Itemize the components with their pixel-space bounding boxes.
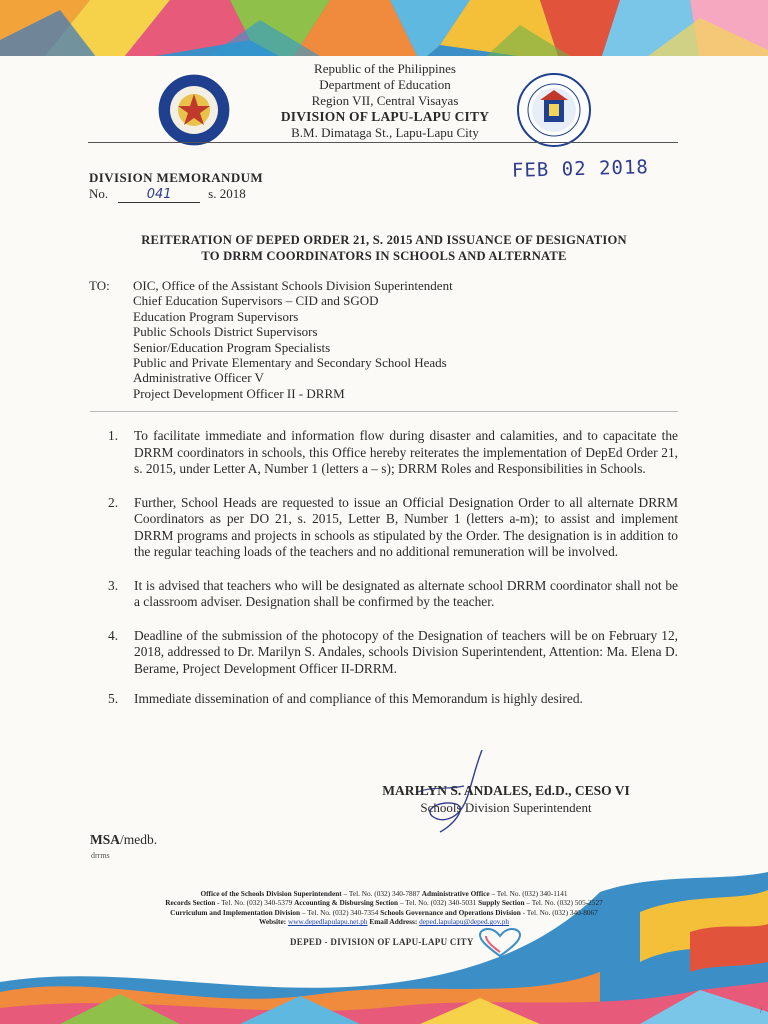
footer-line-3 [60, 908, 708, 917]
recipient-item: Chief Education Supervisors – CID and SGOD [133, 293, 379, 309]
footer-brand: DEPED - DIVISION OF LAPU-LAPU CITY [290, 937, 474, 947]
memo-item [108, 628, 678, 678]
footer-label: Office of the Schools Division Superintendent [200, 889, 342, 898]
memo-item [108, 495, 678, 561]
recipient-item: OIC, Office of the Assistant Schools Division Superintendent [133, 278, 453, 293]
item-text: Deadline of the submission of the photocopy of the Designation of teachers will be on February 12, 2018, addressed to Dr. Marilyn S. Andales, schools Division Superintendent, Attention: Ma. Elena D. Berame, Project Development Officer II-DRRM. [134, 627, 678, 676]
initials-rest: /medb. [120, 832, 158, 847]
item-number: 4. [108, 627, 119, 643]
footer-label: Administrative Office [421, 889, 490, 898]
email-link[interactable]: deped.lapulapu@deped.gov.ph [419, 917, 510, 927]
footer-tel: - Tel. No. (032) 340-5379 [215, 898, 295, 908]
footer-tel: – Tel. No. (032) 340-5031 [398, 898, 479, 908]
date-stamp: FEB 02 2018 [511, 156, 650, 182]
footer-contacts [60, 889, 708, 927]
memo-item [108, 578, 678, 611]
memo-item [108, 691, 678, 708]
footer-line-2 [60, 898, 708, 907]
item-text: To facilitate immediate and information flow during disaster and calamities, and to capacitate the DRRM coordinators in schools, this Office hereby reiterates the implementation of DepEd Order 21, s. 2015, under Letter A, Number 1 (letters a – s); DRRM Roles and Responsibilities in Schools. [134, 428, 678, 476]
letterhead-region: Region VII, Central Visayas [311, 93, 459, 108]
reference-initials [90, 832, 157, 848]
letterhead-address: B.M. Dimataga St., Lapu-Lapu City [291, 125, 479, 140]
memo-number-line [89, 186, 246, 203]
footer-tel: – Tel. No. (032) 340-1141 [489, 889, 568, 898]
footer-label: Accounting & Disbursing Section [294, 898, 399, 908]
memo-series: s. 2018 [208, 186, 246, 201]
memo-subject [80, 232, 688, 264]
recipient-list [133, 278, 453, 401]
footer-tel: – Tel. No. (032) 340-7887 [341, 889, 422, 898]
page-edge-mark: / [760, 1006, 763, 1015]
letterhead [200, 61, 570, 141]
footer-line-4 [60, 917, 708, 926]
website-label: Website: [258, 917, 287, 927]
memo-no-label: No. [89, 186, 109, 201]
email-label: Email Address: [369, 917, 418, 927]
item-text: Further, School Heads are requested to issue an Official Designation Order to all alternate DRRM Coordinators as per DO 21, s. 2015, Letter B, Number 1 (letters a-m); to assist and implement DRRM programs and projects in schools as stipulated by the Order. The designation is in addition to the regular teaching loads of the teachers and no additional remuneration will be involved. [134, 494, 678, 559]
recipient-item: Public and Private Elementary and Secondary School Heads [133, 355, 447, 371]
section-divider [90, 411, 678, 412]
letterhead-division: DIVISION OF LAPU-LAPU CITY [280, 109, 490, 124]
initials-bold: MSA [90, 832, 120, 847]
footer-label: Supply Section [478, 898, 525, 908]
footer-tel: - Tel. No. (032) 340-8067 [520, 907, 598, 917]
item-text: It is advised that teachers who will be designated as alternate school DRRM coordinator shall not be a classroom adviser. Designation shall be confirmed by the teacher. [134, 577, 678, 609]
top-decorative-banner [0, 0, 768, 62]
footer-label: Curriculum and Implementation Division [170, 907, 301, 917]
recipient-item: Public Schools District Supervisors [133, 324, 318, 340]
memo-number: 041 [118, 187, 200, 203]
memo-title: DIVISION MEMORANDUM [89, 170, 264, 185]
footer-tel: – Tel. No. (032) 340-7354 [300, 907, 381, 917]
footer-label: Schools Governance and Operations Division [380, 907, 521, 917]
item-number: 2. [108, 494, 119, 510]
recipient-item: Senior/Education Program Specialists [133, 339, 331, 355]
signatory-title: Schools Division Superintendent [420, 800, 592, 815]
header-rule [88, 142, 678, 143]
footer-line-1 [60, 889, 708, 898]
footer-label: Records Section [165, 898, 216, 908]
recipient-item: Project Development Officer II - DRRM [133, 385, 345, 401]
subject-line-2: TO DRRM COORDINATORS IN SCHOOLS AND ALTERNATE [201, 249, 567, 263]
signature-block [366, 782, 646, 816]
item-number: 1. [108, 428, 119, 443]
banner-pattern [0, 0, 768, 62]
signatory-name: MARILYN S. ANDALES, Ed.D., CESO VI [382, 783, 630, 798]
item-number: 3. [108, 577, 119, 593]
item-number: 5. [108, 691, 119, 706]
heart-logo-icon [478, 928, 522, 958]
to-label: TO: [89, 278, 110, 293]
footer-tel: – Tel. No. (032) 505-2527 [524, 898, 603, 908]
memo-item [108, 428, 678, 478]
recipient-item: Education Program Supervisors [133, 308, 299, 324]
subject-line-1: REITERATION OF DEPED ORDER 21, S. 2015 AND ISSUANCE OF DESIGNATION [141, 233, 627, 247]
letterhead-country: Republic of the Philippines [314, 61, 456, 76]
memo-body-list [108, 428, 678, 708]
recipient-item: Administrative Officer V [133, 370, 264, 386]
letterhead-department: Department of Education [319, 77, 451, 92]
website-link[interactable]: www.depedlapulapu.net.ph [287, 917, 368, 927]
item-text: Immediate dissemination of and compliance of this Memorandum is highly desired. [134, 691, 583, 706]
initials-small: drrms [91, 851, 110, 860]
